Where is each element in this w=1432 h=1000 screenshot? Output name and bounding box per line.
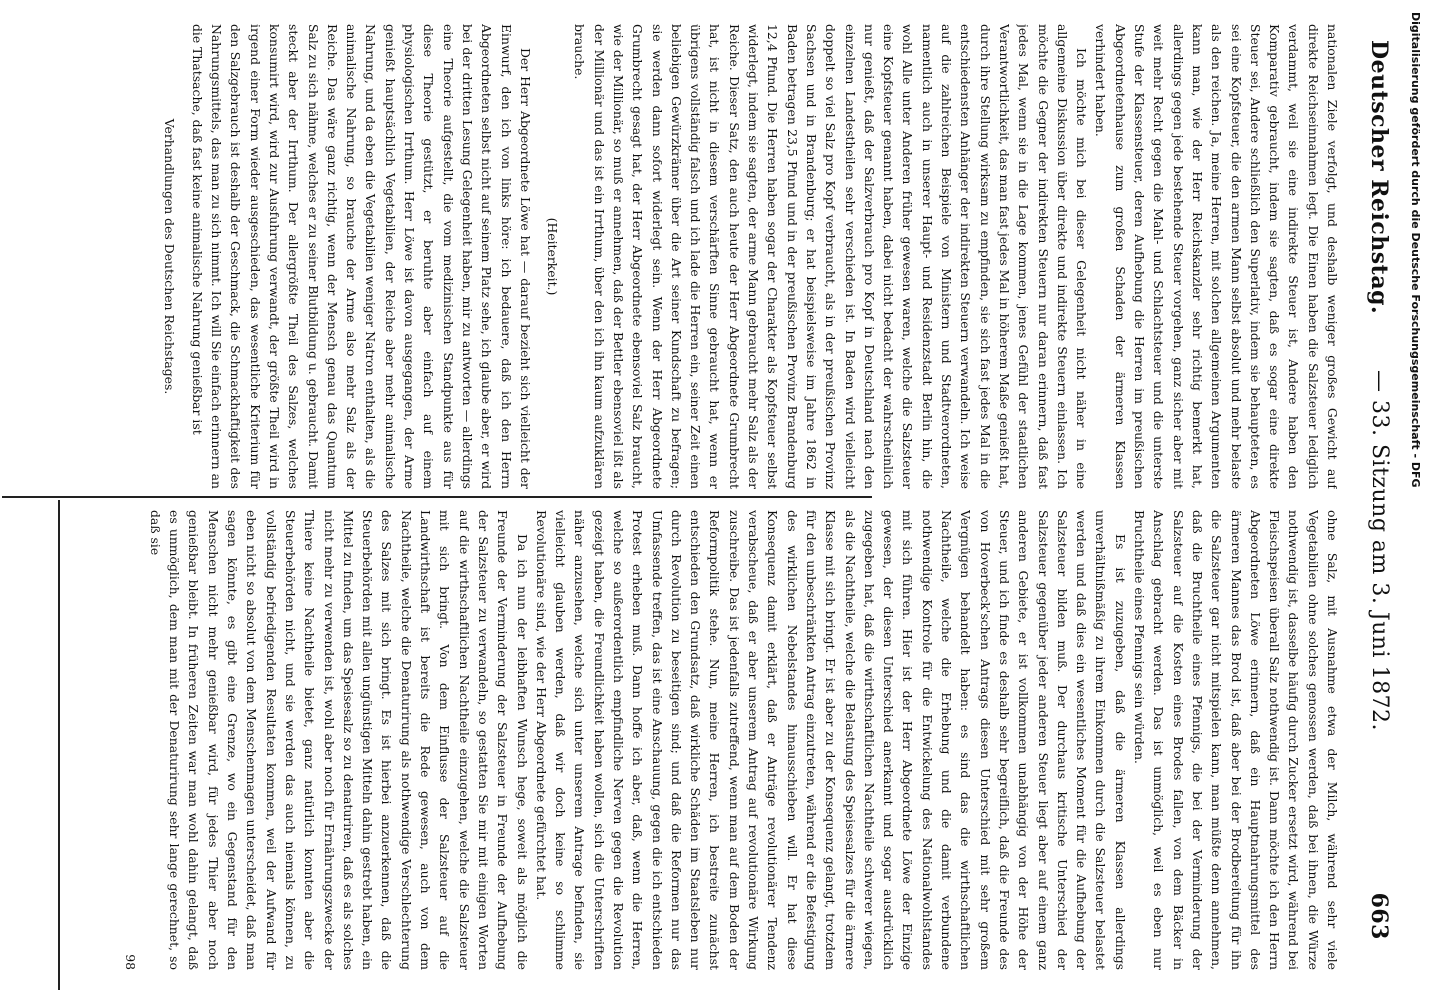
centered-line: Verhandlungen des Deutschen Reichstages. [162, 118, 178, 395]
paragraph: Da ich nun der leibhaften Wunsch hege, soweit als möglich die Freunde der Verminderung der Salzsteuer in Freunde der Aufhebung der Salzsteuer zu verwandeln, so gestatten Sie mir mit einigen Worten auf die wirthschaftlichen Nachtheile einzugehen, welche die Salzsteuer mit sich bringt. Von dem Einflusse der Salzsteuer auf die Landwirthschaft ist bereits die Rede gewesen, auch von dem Nachtheile, welche die Denaturirung als nothwendige Verschlechterung des Salzes mit sich bringt. Es ist hierbei anzuerkennen, daß die Steuerbehörden mit allen ungünstigen Mitteln dahin gestrebt haben, ein Mittel zu finden, um das Speisesalz so zu denaturiren, daß es als solches nicht mehr zu verwenden ist, wohl aber noch für Ernährungszwecke der Thiere keine Nachtheile bietet, ganz natürlich konnten aber die Steuerbehörden nicht, und sie werden das auch niemals können, zu vollständig befriedigenden Resultaten kommen, weil der Aufwand für eben nicht so absolut von dem Menschenmagen unterscheidet, daß man sagen könnte, es gibt eine Grenze, wo ein Gegenstand für den Menschen nicht mehr genießbar wird, für jedes Thier aber noch genießbar bleibt. In früheren Zeiten war man wohl dahin gelangt, daß es unmöglich, dem man mit der Denaturirung sehr lange gerechnet, so daß sie [147, 510, 530, 970]
digitization-credit [1400, 12, 1428, 982]
paragraph: Es ist zuzugeben, daß die ärmeren Klassen allerdings unverhältnißmäßig zu ihrem Einkommen durch die Salzsteuer belastet werden und daß dies ein wesentliches Moment für die Aufhebung der Salzsteuer bilden muß. Der durchaus kritische Unterschied der Salzsteuer gegenüber jeder anderen Steuer liegt aber auf einem ganz anderen Gebiete, er ist vollkommen unabhängig von der Höhe der Steuer, und ich finde es deshalb sehr begreiflich, daß die Freunde des von Hoverbeck'schen Antrags diesen Unterschied mit sehr großem Vergnügen behandelt haben: es sind das die wirthschaftlichen Nachtheile, welche die Erhebung und die damit verbundene nothwendige Kontrole für die Entwickelung des Nationalwohlstandes mit sich führen. Hier ist der Herr Abgeordnete Löwe der Einzige gewesen, der diesen Unterschied anerkannt und sogar ausdrücklich zugegeben hat, daß die wirthschaftlichen Nachtheile schwerer wiegen, als die Nachtheile, welche die Belastung des Speisesalzes für die ärmere Klasse mit sich bringt. Er ist aber zu der Konsequenz gelangt, trotzdem für den unbeschränkten Antrag einzutreten, während er die Befestigung des wirklichen Nebelstandes hinausschieben will. Er hat diese Konsequenz damit erklärt, daß er Anträge revolutionärer Tendenz verabscheue, daß er aber unserem Antrag auf revolutionäre Wirkung zuschreibe. Das ist jedenfalls zutreffend, wenn man auf dem Boden der Reformpolitik stehe. Nun, meine Herren, ich bestreite zunächst entschieden den Grundsatz, daß wirkliche Schäden im Staatsleben nur durch Revolution zu beseitigen sind; und daß die Reformen nur das Umfassende treffen, das ist eine Anschauung, gegen die ich entschieden Protest erheben muß. Dann hoffe ich aber, daß, wenn die Herren, welche so außerordentlich empfindliche Nerven gegen die Revolution gezeigt haben, die Freundlichkeit haben wollen, sich die Unterschriften näher anzusehen, welche sich unter unserem Antrage befinden, sie vielleicht glauben werden, daß wir doch keine so schlimme Revolutionäre sind, wie der Herr Abgeordnete gefürchtet hat. [533, 510, 1128, 970]
paragraph: Ich möchte mich bei dieser Gelegenheit nicht näher in eine allgemeine Diskussion über direkte und indirekte Steuern einlassen. Ich möchte die Gegner der indirekten Steuern nur daran erinnern, daß fast jedes Mal, wenn sie in die Lage kommen, jenes Gefühl der staatlichen Verantwortlichkeit, das man fast jedes Mal in höherem Maße genießt hat, durch ihre Stellung wirksam zu empfinden, sie sich fast jedes Mal in die entschiedensten Anhänger der indirekten Steuern verwandeln. Ich weise auf die zahlreichen Beispiele von Ministern und Stadtverordneten, namentlich auch in unserer Haupt- und Residenzstadt Berlin hin, die wohl Alle unter Anderen früher gewesen waren, welche die Salzsteuer eine Kopfsteuer genannt haben, dabei nicht bedacht der wahrscheinlich nur genießt, daß der Salzverbrauch pro Kopf in Deutschland nach den einzelnen Landestheilen sehr verschieden ist. In Baden wird vielleicht doppelt so viel Salz pro Kopf verbraucht, als in der preußischen Provinz Sachsen und in Brandenburg; er hat beispielsweise im Jahre 1862 in Baden betragen 23,5 Pfund und in der preußischen Provinz Brandenburg 12,4 Pfund. Die Herren haben sogar der Charakter als Kopfsteuer selbst widerlegt, indem sie sagten, der arme Mann gebraucht mehr Salz als der Reiche. Dieser Satz, den auch heute der Herr Abgeordnete Grumbrecht hat, ist nicht in diesem verschärften Sinne gebraucht hat, wenn er übrigens vollständig falsch und ich lade die Herren ein, seiner Zeit einen beliebigen Gewürzkrämer über die Art seiner Kundschaft zu befragen; sie werden dann sofort widerlegt sein. Wenn der Herr Abgeordnete Grumbrecht gesagt hat, der Herr Abgeordnete ebensoviel Salz braucht, wie der Millionär, so muß er annehmen, daß der Bettler ebensoviel ißt als der Millionär und das ist ein Irrthum, über den ich ihn kaum aufzuklären brauche. [572, 24, 1090, 489]
credit-text: Digitalisierung gefördert durch die Deutsche Forschungsgemeinschaft - DFG [1409, 12, 1422, 488]
folio-mark: 98 [122, 954, 138, 970]
column-divider [2, 496, 872, 498]
column-end-rule [58, 500, 60, 990]
paragraph: ohne Salz, mit Ausnahme etwa der Milch, während sehr viele Vegetabilien ohne solches genossen werden, daß bei ihnen, die Würze nothwendig ist, dasselbe häufig durch Zucker ersetzt wird, während bei Fleischspeisen überall Salz nothwendig ist. Dann möchte ich den Herrn Abgeordneten Löwe erinnern, daß ein Hauptnahrungsmittel des ärmeren Mannes das Brod ist, daß aber bei der Brodbereitung für ihn die Salzsteuer gar nicht mitspielen kann, man müßte denn annehmen, daß die Bruchtheile eines Pfennigs, die bei der Verminderung der Salzsteuer auf die Kosten eines Brodes fallen, von dem Bäcker in Anschlag gebracht werden. Das ist unmöglich, weil es eben nur Bruchtheile eines Pfennigs sein würden. [1132, 510, 1340, 970]
text-column-right [12, 510, 1342, 970]
header-publication: Deutscher Reichstag. [1366, 40, 1392, 315]
header-page-number: 663 [1366, 892, 1392, 940]
text-column-left [12, 24, 1342, 489]
centered-line: (Heiterkeit.) [545, 217, 561, 296]
header-session: — 33. Sitzung am 3. Juni 1872. [1367, 370, 1392, 732]
paragraph: Der Herr Abgeordnete Löwe hat — darauf bezieht sich vielleicht der Einwurf, den ich von links höre: ich bedauere, daß ich den Herrn Abgeordneten selbst nicht auf seinem Platz sehe, ich glaube aber, er wird bei der dritten Lesung Gelegenheit haben, mir zu antworten — allerdings eine Theorie aufgestellt, die vom medizinischen Standpunkte aus für diese Theorie gestützt, er beruhte aber einfach auf einem physiologischen Irrthum. Herr Löwe ist davon ausgegangen, der Arme genießt hauptsächlich Vegetabilien, der Reiche aber mehr animalische Nahrung, und da eben die Vegetabilien weniger Natron enthalten, als die animalische Nahrung, so brauche der Arme also mehr Salz als der Reiche. Das wäre ganz richtig, wenn der Mensch genau das Quantum Salz zu sich nähme, welches er zu seiner Blutbildung u. gebraucht. Damit steckt aber der Irrthum. Der allergrößte Theil des Salzes, welches konsumirt wird, wird zur Ausfuhrung verwandt, der größte Theil wird in irgend einer Form wieder ausgeschieden, das wesentliche Kriterium für den Salzgebrauch ist deshalb der Geschmack, die Schmackhaftigkeit des Nahrungsmittels, das man zu sich nimmt. Ich will Sie einfach erinnern an die Thatsache, daß fast keine animalische Nahrung genießbar ist [189, 24, 533, 489]
paragraph: nationalen Ziele verfolgt, und deshalb weniger großes Gewicht auf direkte Reichseinnahmen legt. Die Einen haben die Salzsteuer lediglich verdammt, weil sie eine indirekte Steuer ist, Andere haben den Komparativ gebraucht, indem sie sagten, daß es sogar eine direkte Steuer sei, Andere schließlich den Superlativ, indem sie behaupteten, es sei eine Kopfsteuer, die den armen Mann selbst absolut und mehr belaste als den reichen. Ja, meine Herren, mit solchen allgemeinen Argumenten kann man, wie der Herr Reichskanzler sehr richtig bemerkt hat, allerdings gegen jede bestehende Steuer vorgehen, ganz sicher aber mit weit mehr Recht gegen die Mahl- und Schlachtsteuer und die unterste Stufe der Klassensteuer, deren Aufhebung die Herren im preußischen Abgeordnetenhause zum großen Schaden der ärmeren Klassen verhindert haben. [1093, 24, 1340, 489]
